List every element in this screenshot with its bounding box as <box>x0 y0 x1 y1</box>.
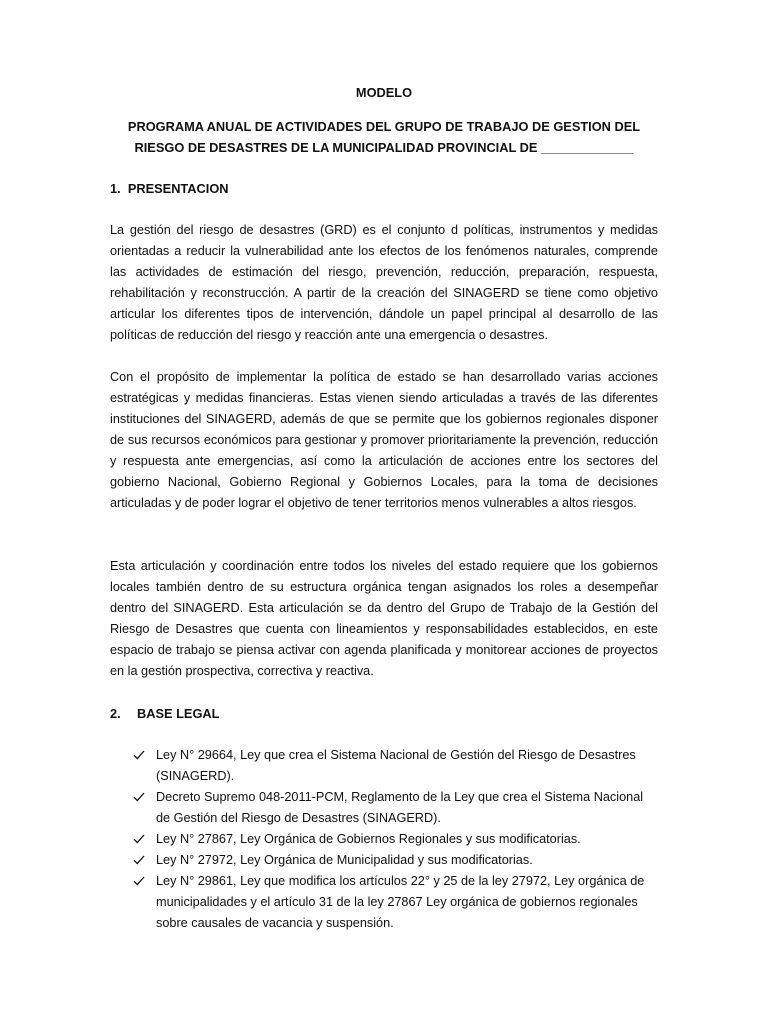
list-item-text: Decreto Supremo 048-2011-PCM, Reglamento de la Ley que crea el Sistema Nacional de Gestión del Riesgo de Desastres (SINAGERD). <box>156 790 644 825</box>
legal-basis-list <box>156 745 658 934</box>
paragraph: Con el propósito de implementar la política de estado se han desarrollado varias acciones estratégicas y medidas financieras. Estas vienen siendo articuladas a través de las diferentes instituciones del SINAGERD, además de que se permite que los gobiernos regionales disponer de sus recursos económicos para gestionar y promover prioritariamente la prevención, reducción y respuesta ante emergencias, así como la articulación de acciones entre los sectores del gobierno Nacional, Gobierno Regional y Gobiernos Locales, para la toma de decisiones articuladas y de poder lograr el objetivo de tener territorios menos vulnerables a altos riesgos. <box>110 370 658 510</box>
check-icon <box>132 850 146 871</box>
list-item-text: Ley N° 29664, Ley que crea el Sistema Nacional de Gestión del Riesgo de Desastres (SINAGERD). <box>156 748 636 783</box>
check-icon <box>132 829 146 850</box>
list-item <box>156 745 658 787</box>
section-title: BASE LEGAL <box>137 706 220 721</box>
section-heading-presentacion <box>110 178 229 199</box>
section-number: 1. <box>110 181 121 196</box>
list-item <box>156 787 658 829</box>
check-icon <box>132 787 146 808</box>
list-item <box>156 850 658 871</box>
check-icon <box>132 745 146 766</box>
section-heading-base-legal <box>110 703 219 724</box>
section-number: 2. <box>110 706 121 721</box>
section-title: PRESENTACION <box>127 181 229 196</box>
document-title: MODELO <box>355 85 413 100</box>
list-item-text: Ley N° 29861, Ley que modifica los artículos 22° y 25 de la ley 27972, Ley orgánica de municipalidades y el artículo 31 de la ley 27867 Ley orgánica de gobiernos regionales sobre causales de vacancia y suspensión. <box>156 874 645 930</box>
list-item-text: Ley N° 27972, Ley Orgánica de Municipalidad y sus modificatorias. <box>156 853 533 867</box>
paragraph: La gestión del riesgo de desastres (GRD) es el conjunto d políticas, instrumentos y medidas orientadas a reducir la vulnerabilidad ante los efectos de los fenómenos naturales, comprende las actividades de estimación del riesgo, prevención, reducción, preparación, respuesta, rehabilitación y reconstrucción. A partir de la creación del SINAGERD se tiene como objetivo articular los diferentes tipos de intervención, dándole un papel principal al desarrollo de las políticas de reducción del riesgo y reacción ante una emergencia o desastres. <box>110 223 658 342</box>
list-item <box>156 871 658 934</box>
list-item-text: Ley N° 27867, Ley Orgánica de Gobiernos Regionales y sus modificatorias. <box>156 832 581 846</box>
paragraph: Esta articulación y coordinación entre todos los niveles del estado requiere que los gobiernos locales también dentro de su estructura orgánica tengan asignados los roles a desempeñar dentro del SINAGERD. Esta articulación se da dentro del Grupo de Trabajo de la Gestión del Riesgo de Desastres que cuenta con lineamientos y responsabilidades establecidos, en este espacio de trabajo se piensa activar con agenda planificada y monitorear acciones de proyectos en la gestión prospectiva, correctiva y reactiva. <box>110 559 658 678</box>
list-item <box>156 829 658 850</box>
check-icon <box>132 871 146 892</box>
document-subtitle: PROGRAMA ANUAL DE ACTIVIDADES DEL GRUPO DE TRABAJO DE GESTION DEL RIESGO DE DESASTRES DE LA MUNICIPALIDAD PROVINCIAL DE _____________ <box>127 119 641 155</box>
